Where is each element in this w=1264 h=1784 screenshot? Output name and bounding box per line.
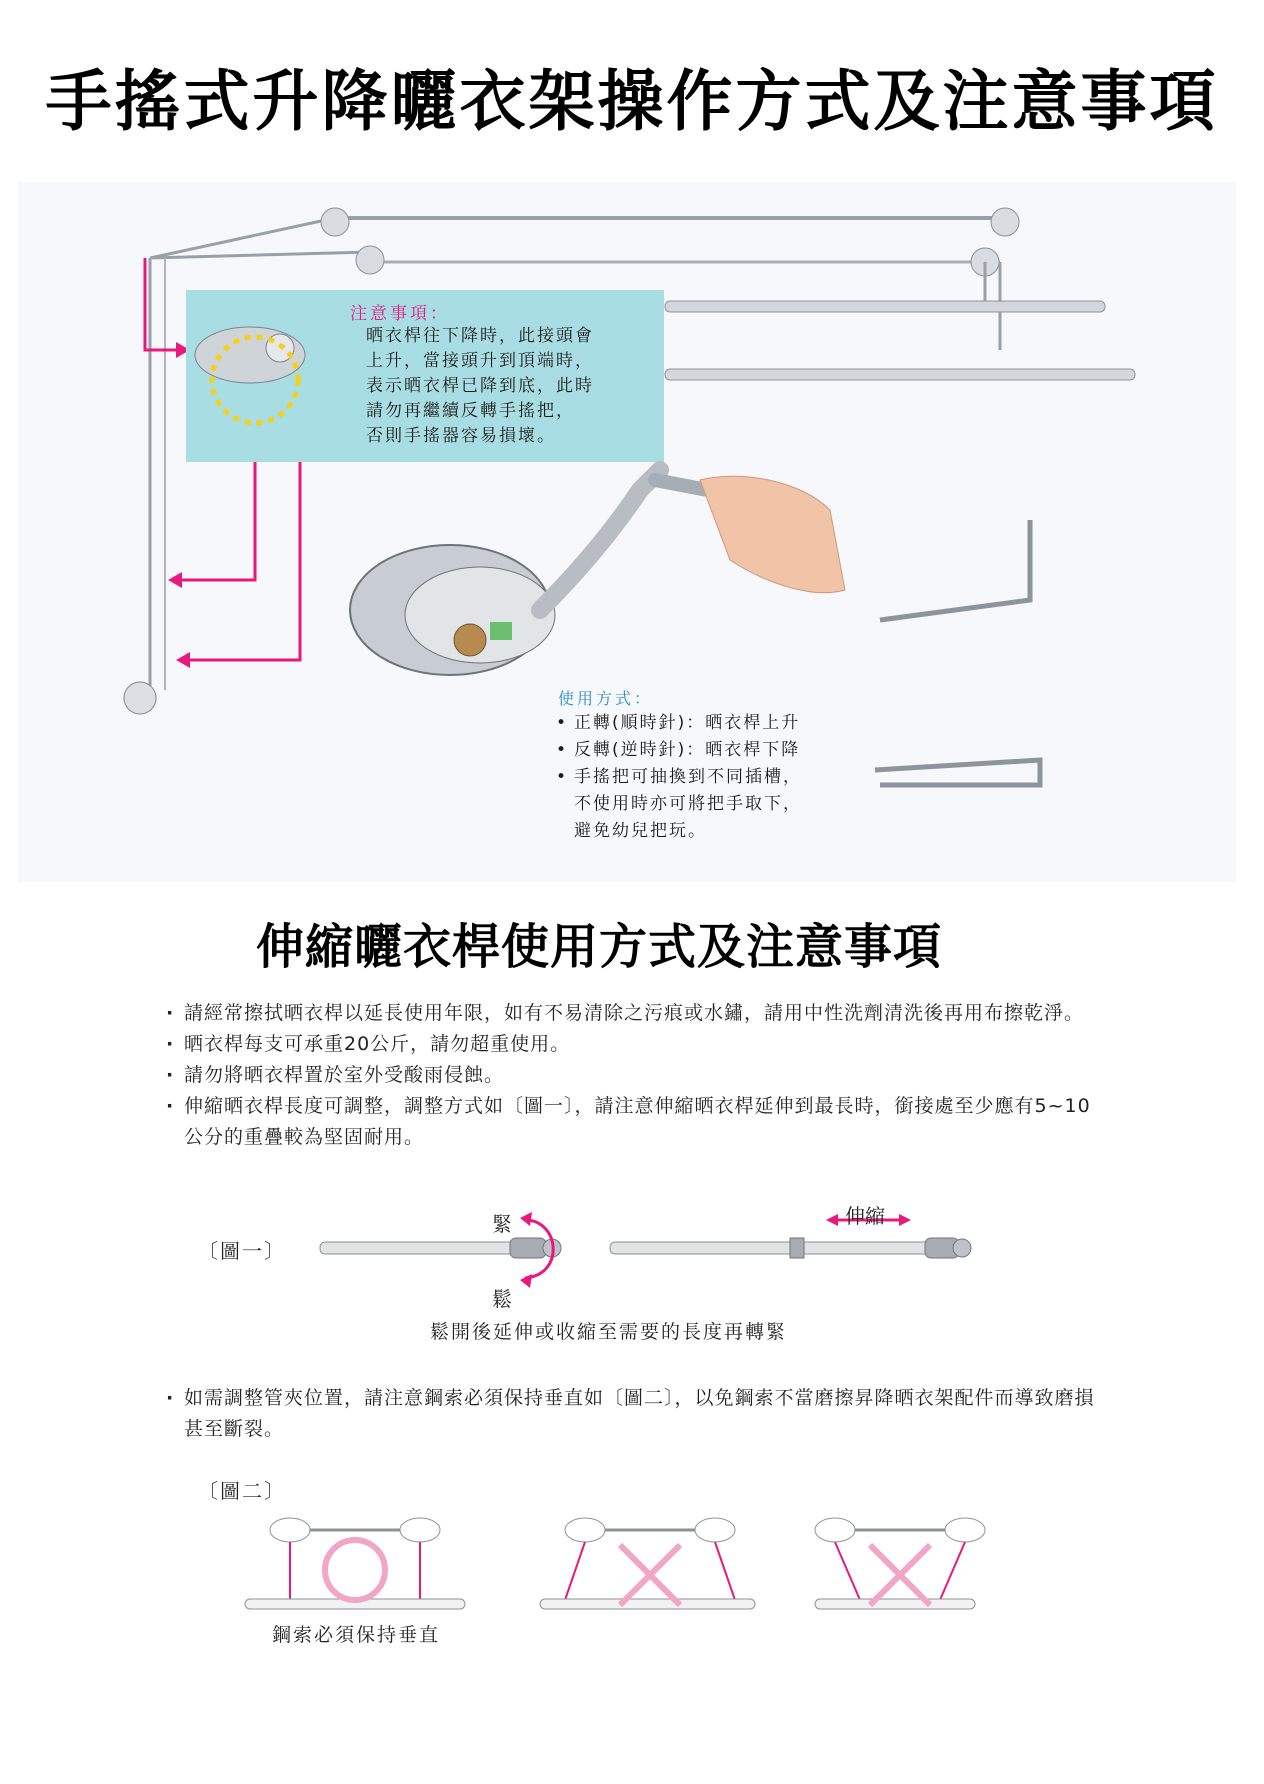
instruction-item: · 請勿將晒衣桿置於室外受酸雨侵蝕。 [166, 1060, 1096, 1091]
pulley-icon [356, 246, 384, 274]
figure-2-label: 〔圖二〕 [198, 1479, 286, 1503]
notice-line: 晒衣桿往下降時，此接頭會 [366, 326, 594, 346]
section-title: 伸縮曬衣桿使用方式及注意事項 [255, 919, 942, 975]
notice-body [366, 324, 666, 449]
correct-icon [325, 1540, 385, 1600]
usage-item: • 反轉(逆時針)：晒衣桿下降 [556, 737, 802, 764]
loosen-label: 鬆 [492, 1287, 512, 1311]
instruction-item: · 晒衣桿每支可承重20公斤，請勿超重使用。 [166, 1029, 1096, 1060]
instruction-list-2 [166, 1383, 1096, 1445]
figure-2-diagrams [0, 1505, 1264, 1655]
usage-item: • 正轉(順時針)：晒衣桿上升 [556, 710, 802, 737]
figure-1-rods [0, 1190, 1264, 1330]
instruction-item: · 伸縮晒衣桿長度可調整，調整方式如〔圖一〕，請注意伸縮晒衣桿延伸到最長時，銜接處至少應有5~10公分的重疊較為堅固耐用。 [166, 1091, 1096, 1153]
bottom-pulley-icon [124, 682, 156, 714]
usage-list [556, 710, 802, 845]
notice-line: 否則手搖器容易損壞。 [366, 426, 556, 446]
page-title: 手搖式升降曬衣架操作方式及注意事項 [45, 63, 1219, 140]
figure-1-label: 〔圖一〕 [198, 1239, 286, 1263]
extend-label: 伸縮 [845, 1204, 885, 1228]
pulley-icon [321, 208, 349, 236]
notice-line: 請勿再繼續反轉手搖把， [366, 401, 575, 421]
notice-line: 表示晒衣桿已降到底，此時 [366, 376, 594, 396]
figure-2-caption: 鋼索必須保持垂直 [272, 1624, 441, 1646]
tighten-label: 緊 [492, 1212, 512, 1236]
instruction-list [166, 998, 1096, 1153]
instruction-item: · 請經常擦拭晒衣桿以延長使用年限，如有不易清除之污痕或水鏽，請用中性洗劑清洗後再用布擦乾淨。 [166, 998, 1096, 1029]
pulley-icon [991, 208, 1019, 236]
notice-line: 上升，當接頭升到頂端時， [366, 351, 594, 371]
usage-title: 使用方式： [558, 689, 654, 708]
usage-item: • 手搖把可抽換到不同插槽， 不使用時亦可將把手取下， 避免幼兒把玩。 [556, 764, 802, 845]
instruction-item: · 如需調整管夾位置，請注意鋼索必須保持垂直如〔圖二〕，以免鋼索不當磨擦昇降晒衣架配件而導致磨損甚至斷裂。 [166, 1383, 1096, 1445]
notice-title: 注意事項： [350, 304, 450, 324]
figure-1-caption: 鬆開後延伸或收縮至需要的長度再轉緊 [430, 1321, 788, 1343]
